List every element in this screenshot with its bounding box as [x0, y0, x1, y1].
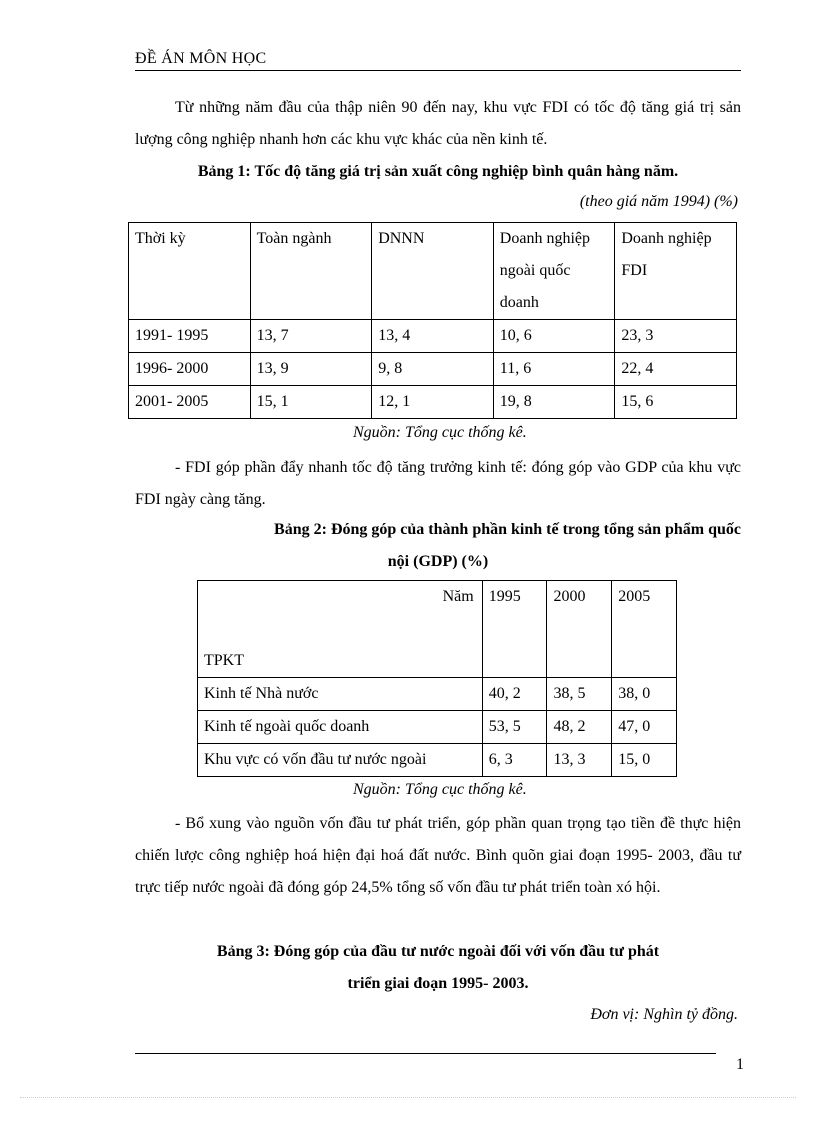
- table2-source: Nguồn: Tổng cục thống kê.: [353, 781, 527, 798]
- paragraph-1: Từ những năm đầu của thập niên 90 đến nay, khu vực FDI có tốc độ tăng giá trị sản lượng công nghiệp nhanh hơn các khu vực khác của nền kinh tế.: [135, 99, 741, 148]
- paragraph-3: - Bổ xung vào nguồn vốn đầu tư phát triển, góp phần quan trọng tạo tiền đề thực hiện chiến lược công nghiệp hoá hiện đại hoá đất nước. Bình quõn giai đoạn 1995- 2003, đầu tư trực tiếp nước ngoài đã đóng góp 24,5% tổng số vốn đầu tư phát triển toàn xó hội.: [135, 815, 741, 896]
- table2-cell: 38, 5: [547, 678, 612, 711]
- table1-cell: 12, 1: [372, 386, 494, 419]
- table2-cell: Kinh tế Nhà nước: [198, 678, 483, 711]
- table-row: [129, 353, 737, 386]
- table2-cell: 40, 2: [482, 678, 547, 711]
- table2-cell: 6, 3: [482, 744, 547, 777]
- table2-cell: Khu vực có vốn đầu tư nước ngoài: [198, 744, 483, 777]
- table1-cell: 22, 4: [615, 353, 737, 386]
- table2-cell: 48, 2: [547, 711, 612, 744]
- table2-year-cell: 1995: [482, 581, 547, 678]
- table2-header-row: [198, 581, 677, 678]
- table3-title-line1: Bảng 3: Đóng góp của đầu tư nước ngoài đối với vốn đầu tư phát: [216, 943, 660, 960]
- table1-header-cell: Thời kỳ: [129, 223, 251, 320]
- page-edge-dots: [20, 1097, 796, 1098]
- table1-cell: 10, 6: [493, 320, 615, 353]
- table1-cell: 2001- 2005: [129, 386, 251, 419]
- table1-unit: (theo giá năm 1994) (%): [579, 193, 738, 210]
- table1-cell: 15, 6: [615, 386, 737, 419]
- table2: [197, 580, 677, 777]
- table1-cell: 23, 3: [615, 320, 737, 353]
- table2-cell: Kinh tế ngoài quốc doanh: [198, 711, 483, 744]
- table1-source: Nguồn: Tổng cục thống kê.: [353, 424, 527, 441]
- table1-header-cell: DNNN: [372, 223, 494, 320]
- table1-cell: 11, 6: [493, 353, 615, 386]
- table2-year-cell: 2005: [612, 581, 677, 678]
- document-header: ĐỀ ÁN MÔN HỌC: [135, 50, 741, 71]
- table1-cell: 15, 1: [250, 386, 372, 419]
- table2-cell: 38, 0: [612, 678, 677, 711]
- table2-cell: 47, 0: [612, 711, 677, 744]
- table2-year-cell: 2000: [547, 581, 612, 678]
- table1-cell: 1996- 2000: [129, 353, 251, 386]
- table1-header-cell: Doanh nghiệp FDI: [615, 223, 737, 320]
- table1-header-cell: Toàn ngành: [250, 223, 372, 320]
- table1-cell: 19, 8: [493, 386, 615, 419]
- paragraph-2: - FDI góp phần đẩy nhanh tốc độ tăng trưởng kinh tế: đóng góp vào GDP của khu vực FDI ngày càng tăng.: [135, 459, 741, 508]
- table3-unit: Đơn vị: Nghìn tỷ đồng.: [590, 1006, 738, 1023]
- table1-cell: 13, 4: [372, 320, 494, 353]
- table1-cell: 13, 7: [250, 320, 372, 353]
- table2-cell: 15, 0: [612, 744, 677, 777]
- table-row: [198, 711, 677, 744]
- table2-title-line2: nội (GDP) (%): [387, 553, 489, 570]
- table2-corner-year: Năm: [442, 588, 474, 605]
- table3-title-line2: triển giai đoạn 1995- 2003.: [347, 975, 529, 992]
- table-row: [129, 386, 737, 419]
- table-row: [198, 744, 677, 777]
- table2-title-line1: Bảng 2: Đóng góp của thành phần kinh tế trong tổng sản phẩm quốc: [274, 521, 741, 538]
- table1-header-cell: Doanh nghiệp ngoài quốc doanh: [493, 223, 615, 320]
- table1-title: Bảng 1: Tốc độ tăng giá trị sản xuất công nghiệp bình quân hàng năm.: [197, 163, 679, 180]
- table-row: [129, 320, 737, 353]
- table2-cell: 13, 3: [547, 744, 612, 777]
- footer-divider: [135, 1053, 716, 1054]
- table2-cell: 53, 5: [482, 711, 547, 744]
- table1-cell: 13, 9: [250, 353, 372, 386]
- table1-header-row: [129, 223, 737, 320]
- table2-corner-cell: [198, 581, 483, 678]
- page-number: 1: [736, 1056, 744, 1073]
- table1: [128, 222, 737, 419]
- table1-cell: 1991- 1995: [129, 320, 251, 353]
- table1-cell: 9, 8: [372, 353, 494, 386]
- table-row: [198, 678, 677, 711]
- table2-corner-tpkt: TPKT: [204, 652, 244, 669]
